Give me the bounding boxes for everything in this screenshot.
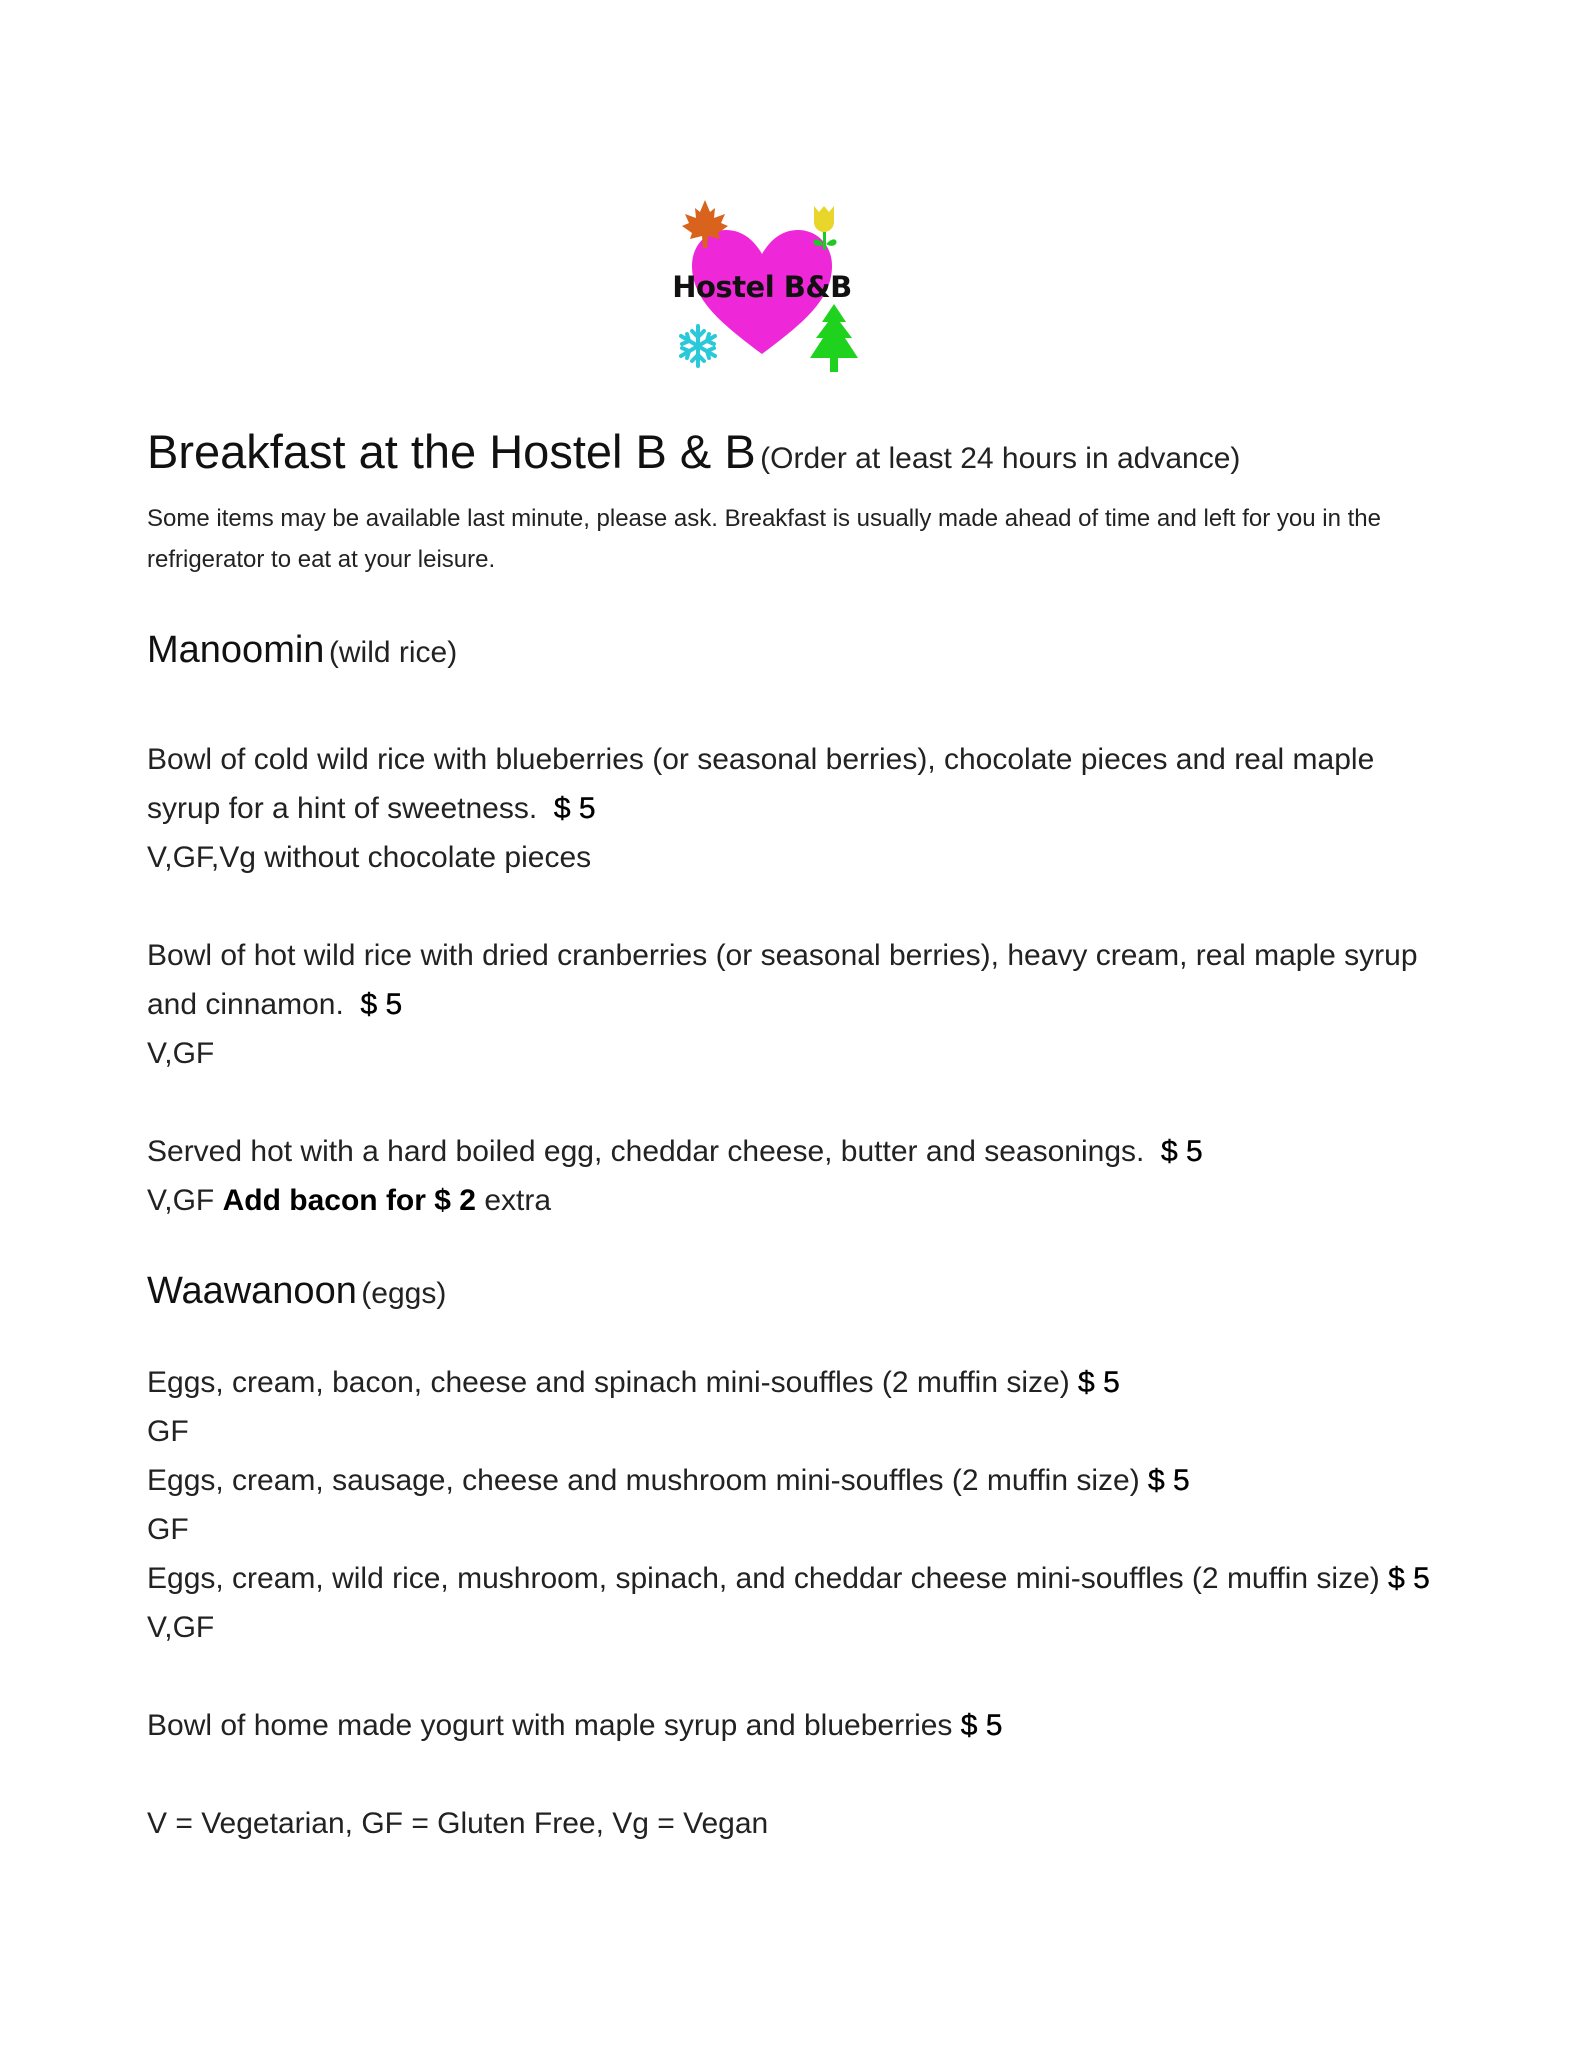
page-title-line [147, 424, 1447, 492]
hostel-logo [662, 196, 862, 376]
item-description: Bowl of home made yogurt with maple syrup and blueberries [147, 1709, 953, 1742]
item-tags: V,GF [147, 1611, 215, 1644]
item-tags: V,GF [147, 1037, 215, 1070]
item-tags: GF [147, 1415, 189, 1448]
dietary-legend: V = Vegetarian, GF = Gluten Free, Vg = Vegan [147, 1807, 769, 1840]
item-tags-line [147, 1176, 1447, 1225]
item-price: $ 5 [553, 792, 596, 825]
item-price: $ 5 [960, 1709, 1003, 1742]
item-price: $ 5 [360, 988, 403, 1021]
pine-tree-icon [810, 304, 858, 372]
logo-text: Hostel B&B [672, 270, 852, 304]
order-notice: (Order at least 24 hours in advance) [760, 442, 1241, 475]
section-note: (wild rice) [328, 636, 458, 669]
section-name: Manoomin [147, 629, 325, 671]
item-description: Eggs, cream, bacon, cheese and spinach mini-souffles (2 muffin size) [147, 1366, 1070, 1399]
section-name: Waawanoon [147, 1270, 357, 1312]
menu-item-hot-wild-rice [147, 931, 1447, 1029]
menu-document [147, 424, 1447, 1848]
menu-item-sausage-souffles [147, 1456, 1447, 1505]
bacon-addon-tail: extra [484, 1184, 552, 1217]
item-price: $ 5 [1161, 1135, 1203, 1168]
snowflake-icon [681, 326, 715, 366]
item-price: $ 5 [1148, 1464, 1190, 1497]
item-tags: V,GF,Vg without chocolate pieces [147, 841, 592, 874]
page-title: Breakfast at the Hostel B & B [147, 425, 756, 478]
item-price: $ 5 [1078, 1366, 1120, 1399]
section-heading-waawanoon [147, 1263, 1447, 1327]
item-tags: GF [147, 1513, 189, 1546]
item-price: $ 5 [1388, 1562, 1430, 1595]
item-description: Bowl of cold wild rice with blueberries (or seasonal berries), chocolate pieces and real maple syrup for a hint of sweetness. [147, 743, 1375, 825]
item-description: Eggs, cream, wild rice, mushroom, spinach, and cheddar cheese mini-souffles (2 muffin size) [147, 1562, 1380, 1595]
section-note: (eggs) [361, 1277, 447, 1310]
menu-item-yogurt [147, 1701, 1447, 1750]
menu-item-savory-wild-rice [147, 1127, 1447, 1176]
item-tags: V,GF [147, 1184, 215, 1217]
item-description: Served hot with a hard boiled egg, cheddar cheese, butter and seasonings. [147, 1135, 1145, 1168]
menu-item-bacon-souffles [147, 1358, 1447, 1407]
item-description: Eggs, cream, sausage, cheese and mushroom mini-souffles (2 muffin size) [147, 1464, 1140, 1497]
intro-text: Some items may be available last minute, please ask. Breakfast is usually made ahead of time and left for you in the refrigerator to eat at your leisure. [147, 505, 1381, 573]
tulip-icon [813, 206, 836, 250]
bacon-addon: Add bacon for $ 2 [222, 1184, 476, 1217]
item-description: Bowl of hot wild rice with dried cranberries (or seasonal berries), heavy cream, real maple syrup and cinnamon. [147, 939, 1418, 1021]
section-heading-manoomin [147, 622, 1447, 686]
menu-item-wild-rice-souffles [147, 1554, 1447, 1603]
menu-item-cold-wild-rice [147, 735, 1447, 833]
